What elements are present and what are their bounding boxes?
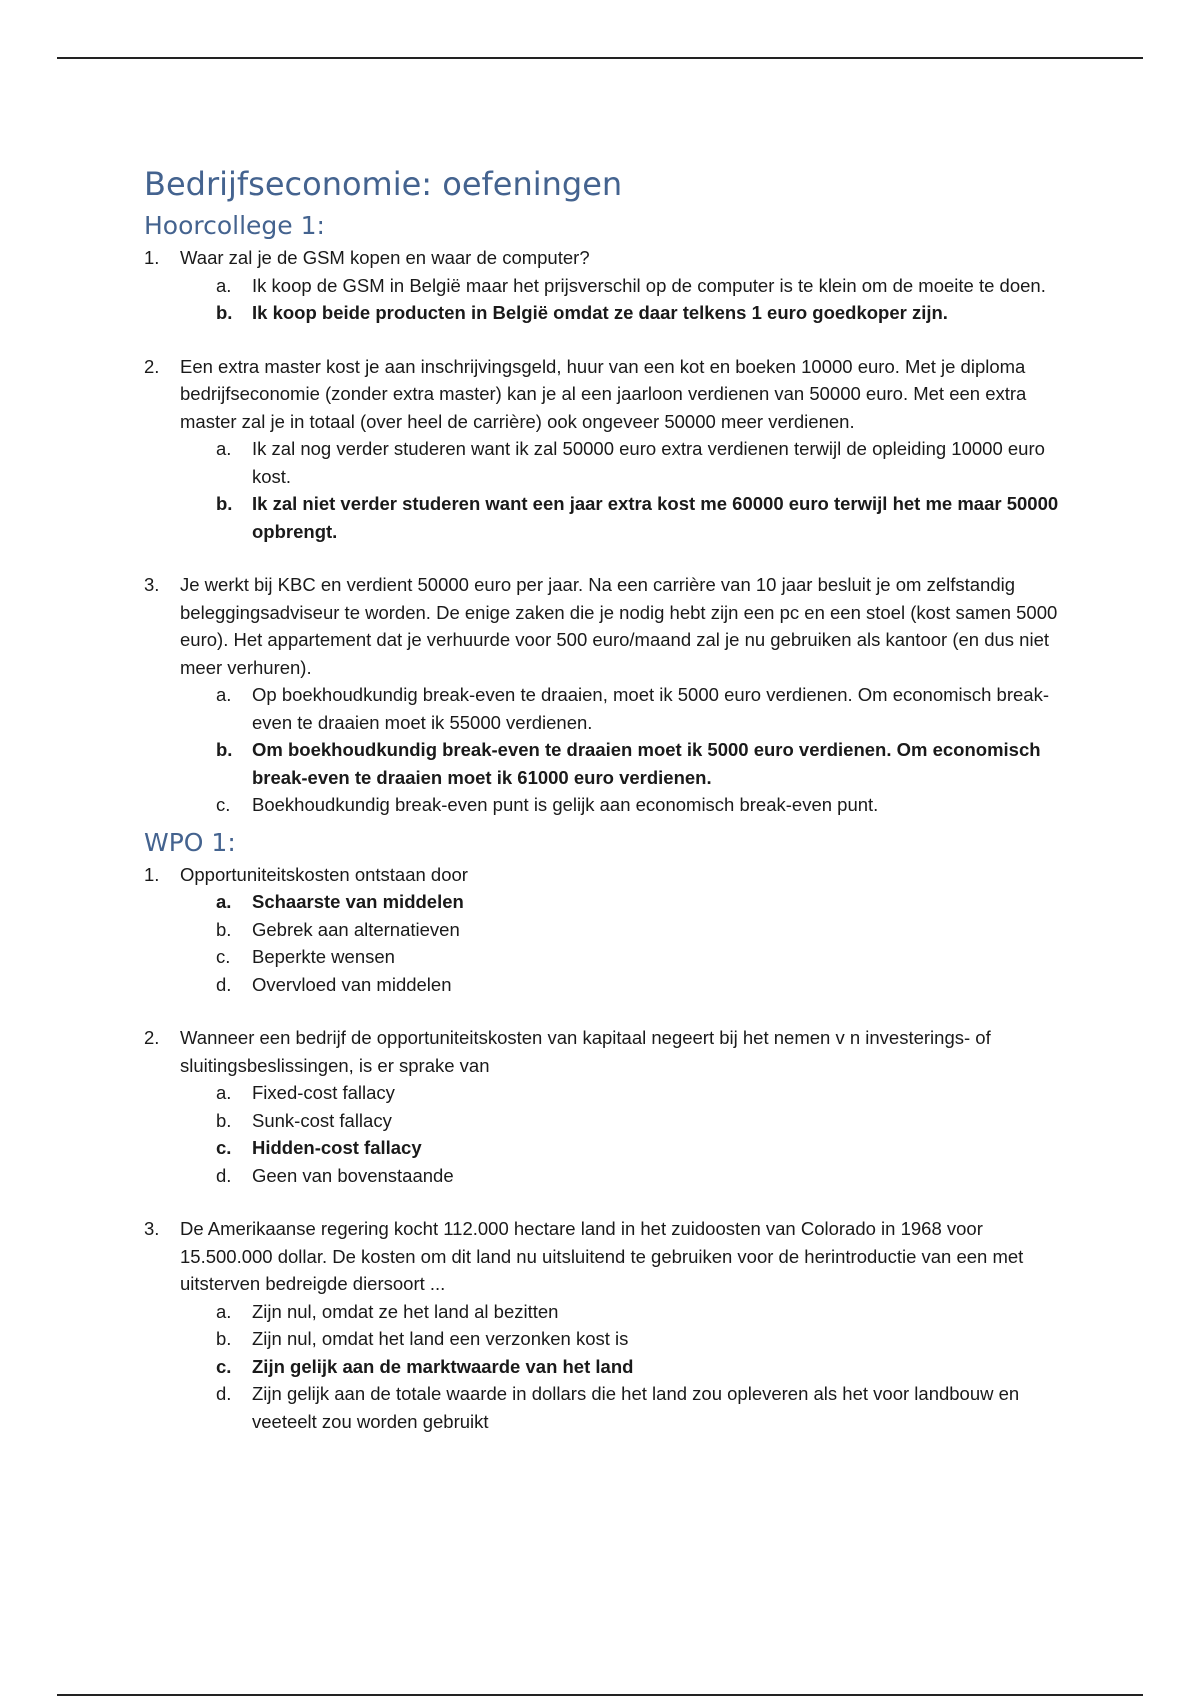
option-letter: b. bbox=[216, 1109, 232, 1131]
option-list bbox=[180, 1298, 1064, 1436]
question-item bbox=[144, 1215, 1064, 1435]
option-item bbox=[216, 1325, 1064, 1353]
question-text: Opportuniteitskosten ontstaan door bbox=[180, 863, 468, 885]
option-item-correct bbox=[216, 490, 1064, 545]
question-list bbox=[144, 861, 1064, 1436]
question-list bbox=[144, 244, 1064, 819]
question-number: 2. bbox=[144, 1027, 160, 1048]
option-item-correct bbox=[216, 299, 1064, 327]
option-letter: b. bbox=[216, 1328, 232, 1349]
option-letter: d. bbox=[216, 973, 232, 995]
option-letter: a. bbox=[216, 684, 232, 705]
option-list bbox=[180, 435, 1064, 545]
question-text: Waar zal je de GSM kopen en waar de computer? bbox=[180, 247, 590, 268]
question-number: 1. bbox=[144, 247, 160, 268]
option-item bbox=[216, 791, 1064, 819]
option-letter: c. bbox=[216, 946, 231, 967]
option-text: Om boekhoudkundig break-even te draaien moet ik 5000 euro verdienen. Om economisch break-even te draaien moet ik 61000 euro verdienen. bbox=[252, 739, 1041, 788]
option-letter: b. bbox=[216, 302, 233, 323]
option-item-correct bbox=[216, 1134, 1064, 1162]
section-heading-wpo-1: WPO 1: bbox=[144, 827, 236, 857]
question-text: Je werkt bij KBC en verdient 50000 euro per jaar. Na een carrière van 10 jaar besluit je om zelfstandig beleggingsadviseur te worden. De enige zaken die je nodig hebt zijn een pc en een stoel (kost samen 5000 euro). Het appartement dat je verhuurde voor 500 euro/maand zal je nu gebruiken als kantoor (en dus niet meer verhuren). bbox=[180, 574, 1058, 678]
option-letter: a. bbox=[216, 438, 232, 459]
header-rule bbox=[57, 57, 1143, 59]
option-letter: a. bbox=[216, 891, 232, 912]
question-number: 2. bbox=[144, 355, 160, 377]
section-heading-hoorcollege-1: Hoorcollege 1: bbox=[144, 211, 325, 240]
option-item bbox=[216, 943, 1064, 971]
option-letter: b. bbox=[216, 739, 233, 760]
question-item bbox=[144, 861, 1064, 999]
option-text: Ik zal nog verder studeren want ik zal 50000 euro extra verdienen terwijl de opleiding 10000 euro kost. bbox=[252, 438, 1045, 487]
option-letter: d. bbox=[216, 1383, 232, 1404]
option-letter: b. bbox=[216, 918, 232, 940]
option-text: Overvloed van middelen bbox=[252, 973, 452, 995]
option-text: Boekhoudkundig break-even punt is gelijk aan economisch break-even punt. bbox=[252, 794, 879, 815]
option-list bbox=[180, 272, 1064, 327]
option-item bbox=[216, 971, 1064, 999]
option-text: Geen van bovenstaande bbox=[252, 1164, 454, 1186]
question-number: 1. bbox=[144, 863, 160, 885]
document-body bbox=[144, 162, 1064, 1435]
question-item bbox=[144, 353, 1064, 546]
option-letter: a. bbox=[216, 274, 232, 296]
option-text: Ik koop beide producten in België omdat ze daar telkens 1 euro goedkoper zijn. bbox=[252, 302, 948, 323]
option-letter: a. bbox=[216, 1082, 232, 1103]
question-item bbox=[144, 244, 1064, 327]
option-item bbox=[216, 1162, 1064, 1190]
option-list bbox=[180, 888, 1064, 998]
question-item bbox=[144, 1024, 1064, 1189]
question-number: 3. bbox=[144, 574, 160, 595]
option-text: Zijn gelijk aan de totale waarde in dollars die het land zou opleveren als het voor landbouw en veeteelt zou worden gebruikt bbox=[252, 1383, 1020, 1432]
option-text: Sunk-cost fallacy bbox=[252, 1109, 392, 1131]
option-text: Zijn nul, omdat ze het land al bezitten bbox=[252, 1300, 559, 1322]
option-text: Gebrek aan alternatieven bbox=[252, 918, 460, 940]
option-text: Zijn nul, omdat het land een verzonken kost is bbox=[252, 1328, 629, 1349]
option-item bbox=[216, 1298, 1064, 1326]
option-text: Zijn gelijk aan de marktwaarde van het land bbox=[252, 1355, 634, 1377]
option-item-correct bbox=[216, 736, 1064, 791]
option-item bbox=[216, 1107, 1064, 1135]
option-text: Beperkte wensen bbox=[252, 946, 395, 967]
option-item-correct bbox=[216, 888, 1064, 916]
option-item-correct bbox=[216, 1353, 1064, 1381]
option-item bbox=[216, 435, 1064, 490]
option-text: Schaarste van middelen bbox=[252, 891, 464, 912]
option-list bbox=[180, 681, 1064, 819]
option-letter: d. bbox=[216, 1164, 232, 1186]
option-item bbox=[216, 272, 1064, 300]
question-text: Een extra master kost je aan inschrijvingsgeld, huur van een kot en boeken 10000 euro. Met je diploma bedrijfseconomie (zonder extra master) kan je al een jaarloon verdienen van 50000 euro. Met een extra master zal je in totaal (over heel de carrière) ook ongeveer 50000 meer verdienen. bbox=[180, 355, 1027, 432]
option-text: Ik koop de GSM in België maar het prijsverschil op de computer is te klein om de moeite te doen. bbox=[252, 274, 1046, 296]
option-item bbox=[216, 681, 1064, 736]
option-text: Fixed-cost fallacy bbox=[252, 1082, 395, 1103]
option-item bbox=[216, 1079, 1064, 1107]
option-list bbox=[180, 1079, 1064, 1189]
option-letter: c. bbox=[216, 1137, 232, 1158]
question-text: Wanneer een bedrijf de opportuniteitskosten van kapitaal negeert bij het nemen v n investerings- of sluitingsbeslissingen, is er sprake van bbox=[180, 1027, 991, 1076]
question-text: De Amerikaanse regering kocht 112.000 hectare land in het zuidoosten van Colorado in 1968 voor 15.500.000 dollar. De kosten om dit land nu uitsluitend te gebruiken voor de herintroductie van een met uitsterven bedreigde diersoort ... bbox=[180, 1218, 1024, 1294]
option-item bbox=[216, 1380, 1064, 1435]
option-letter: a. bbox=[216, 1300, 232, 1322]
question-number: 3. bbox=[144, 1218, 160, 1239]
option-letter: c. bbox=[216, 794, 231, 815]
option-item bbox=[216, 916, 1064, 944]
option-text: Hidden-cost fallacy bbox=[252, 1137, 422, 1158]
document-title: Bedrijfseconomie: oefeningen bbox=[144, 165, 623, 203]
option-text: Op boekhoudkundig break-even te draaien, moet ik 5000 euro verdienen. Om economisch break-even te draaien moet ik 55000 verdienen. bbox=[252, 684, 1049, 733]
option-letter: b. bbox=[216, 493, 233, 514]
footer-rule bbox=[57, 1694, 1143, 1696]
option-letter: c. bbox=[216, 1355, 232, 1377]
question-item bbox=[144, 571, 1064, 819]
option-text: Ik zal niet verder studeren want een jaar extra kost me 60000 euro terwijl het me maar 50000 opbrengt. bbox=[252, 493, 1059, 542]
